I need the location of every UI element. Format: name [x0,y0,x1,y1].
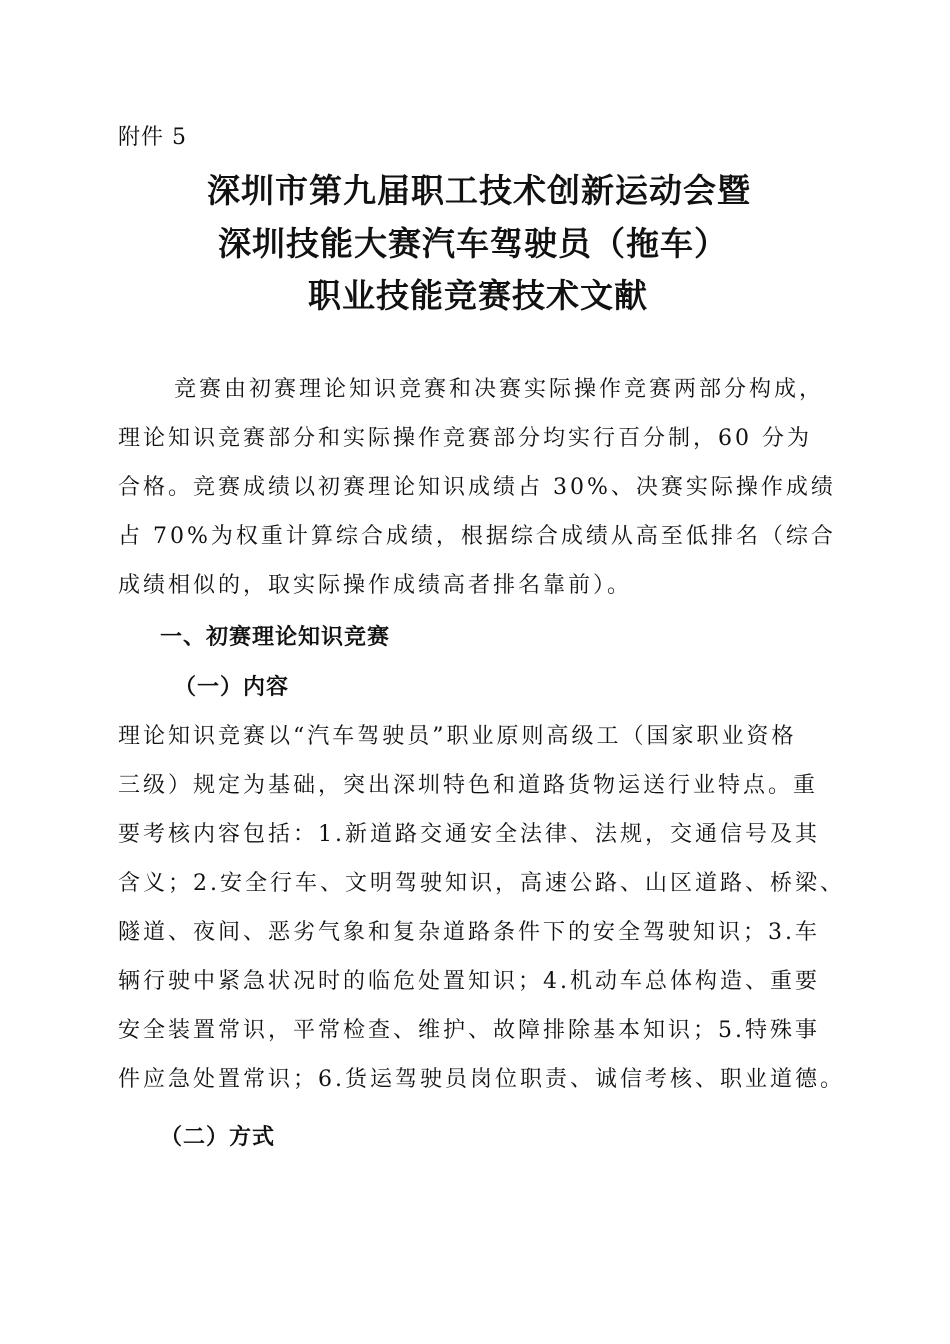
attachment-label: 附件 5 [118,125,187,150]
intro-line: 占 70%为权重计算综合成绩，根据综合成绩从高至低排名（综合 [118,524,836,549]
subsection-heading-method: （二）方式 [160,1125,276,1150]
content-line: 三级）规定为基础，突出深圳特色和道路货物运送行业特点。重 [118,773,819,798]
document-title-line-1: 深圳市第九届职工技术创新运动会暨 [207,171,751,210]
content-line: 辆行驶中紧急状况时的临危处置知识；4.机动车总体构造、重要 [118,969,820,994]
intro-line: 理论知识竞赛部分和实际操作竞赛部分均实行百分制，60 分为 [118,426,812,451]
content-line: 安全装置常识，平常检查、维护、故障排除基本知识；5.特殊事 [118,1018,820,1043]
content-line: 件应急处置常识；6.货运驾驶员岗位职责、诚信考核、职业道德。 [118,1067,845,1092]
content-line: 理论知识竞赛以“汽车驾驶员”职业原则高级工（国家职业资格 [118,724,797,749]
document-title-line-2: 深圳技能大赛汽车驾驶员（拖车） [218,224,728,263]
content-line: 隧道、夜间、恶劣气象和复杂道路条件下的安全驾驶知识；3.车 [118,920,820,945]
intro-paragraph [118,365,848,610]
subsection-heading-content: （一）内容 [174,675,290,700]
document-title-line-3: 职业技能竞赛技术文献 [308,276,648,315]
content-line: 含义；2.安全行车、文明驾驶知识，高速公路、山区道路、桥梁、 [118,871,845,896]
section-heading-preliminary-theory: 一、初赛理论知识竞赛 [160,625,391,650]
content-line: 要考核内容包括：1.新道路交通安全法律、法规，交通信号及其 [118,822,820,847]
intro-line: 竞赛由初赛理论知识竞赛和决赛实际操作竞赛两部分构成， [174,377,825,402]
intro-line: 成绩相似的，取实际操作成绩高者排名靠前）。 [118,573,633,598]
intro-line: 合格。竞赛成绩以初赛理论知识成绩占 30%、决赛实际操作成绩 [118,475,836,500]
content-paragraph [118,712,848,1104]
